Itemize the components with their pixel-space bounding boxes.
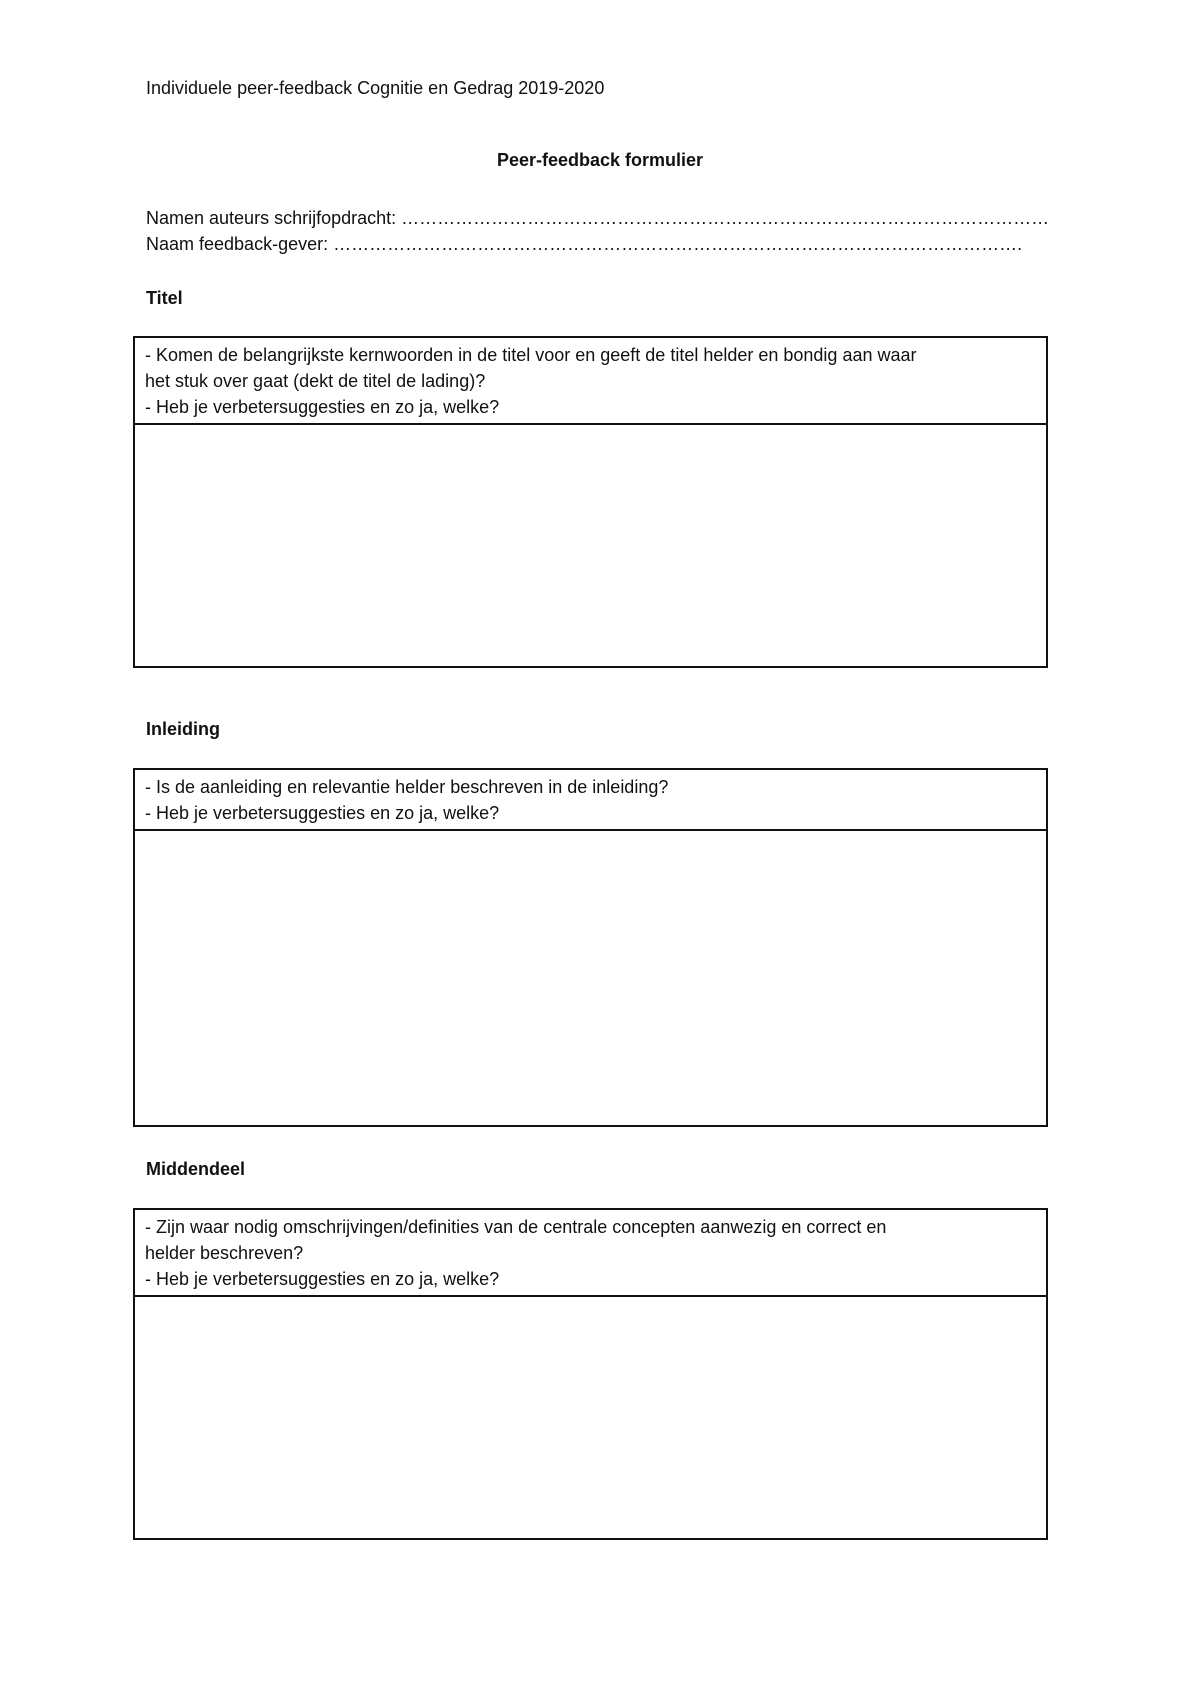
prompt-line: - Komen de belangrijkste kernwoorden in de titel voor en geeft de titel helder en bondig aan waar xyxy=(145,345,917,365)
form-title: Peer-feedback formulier xyxy=(496,150,704,170)
section-heading-inleiding: Inleiding xyxy=(146,719,220,739)
prompt-line: - Heb je verbetersuggesties en zo ja, welke? xyxy=(145,1269,500,1289)
section-prompt-inleiding xyxy=(135,770,1046,831)
answer-area-inleiding[interactable] xyxy=(135,831,1046,1130)
section-heading-titel: Titel xyxy=(146,288,183,308)
section-heading-middendeel: Middendeel xyxy=(146,1159,246,1179)
section-box-middendeel xyxy=(133,1208,1048,1540)
section-box-titel xyxy=(133,336,1048,668)
prompt-line: - Is de aanleiding en relevantie helder beschreven in de inleiding? xyxy=(145,777,669,797)
document-header: Individuele peer-feedback Cognitie en Gedrag 2019-2020 xyxy=(146,78,605,98)
answer-area-middendeel[interactable] xyxy=(135,1297,1046,1542)
prompt-line: het stuk over gaat (dekt de titel de lading)? xyxy=(145,371,486,391)
answer-area-titel[interactable] xyxy=(135,425,1046,670)
section-box-inleiding xyxy=(133,768,1048,1127)
feedback-giver-field[interactable]: Naam feedback-gever: ……………………………………………………………………………………………………. xyxy=(146,234,1023,254)
prompt-line: helder beschreven? xyxy=(145,1243,304,1263)
authors-field[interactable]: Namen auteurs schrijfopdracht: ……………………………………………………………………………………………… xyxy=(146,208,1050,228)
prompt-line: - Zijn waar nodig omschrijvingen/definities van de centrale concepten aanwezig en correct en xyxy=(145,1217,887,1237)
prompt-line: - Heb je verbetersuggesties en zo ja, welke? xyxy=(145,803,500,823)
prompt-line: - Heb je verbetersuggesties en zo ja, welke? xyxy=(145,397,500,417)
section-prompt-titel xyxy=(135,338,1046,425)
section-prompt-middendeel xyxy=(135,1210,1046,1297)
